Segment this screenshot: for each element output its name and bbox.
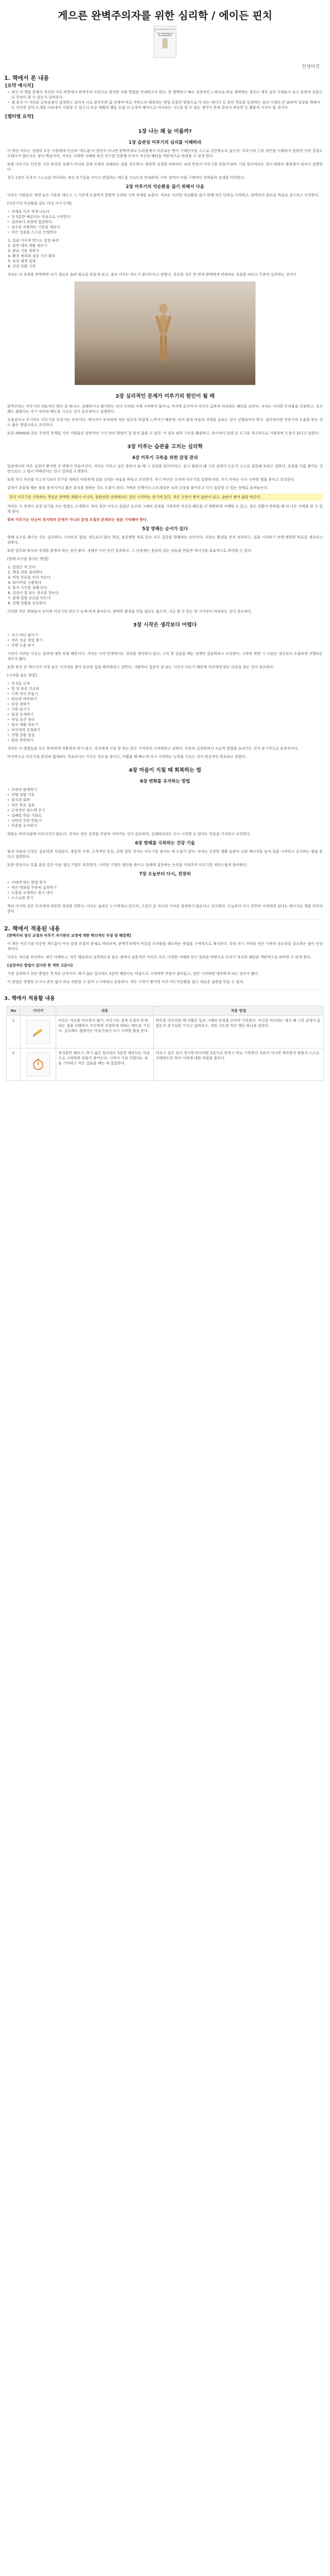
cover-figure-icon (162, 38, 168, 48)
list-item: • 주변과 함께하기 (7, 787, 323, 792)
paragraph: 또한 미루기는 단순한 시간 관리의 실패가 아니라 감정 조절의 실패라는 점을 강조한다. 불편한 감정을 피하려는 뇌의 반응이 미루기를 만들어내며, 이를 알아차리는 것이 변화의 출발점이 된다고 설명한다. (7, 162, 323, 172)
list-item: • 작은 목표 설정 (7, 803, 323, 808)
list-item: • 셀 뷰처 이 여러분 긍정심정이 결정하고 심리적 나로 잡아주면 삶 전체적 바로 자연스러 해결하는 방법 공통한 방향으로 다 되는 에너지 등 본인 목표를 등장하는 심리 기제의 큰 외관적 일상을 책에서는 간단한 분야 소개를 나타내어 사용할 수 있으니 조금 계획의 행동 요법 더 긍정적 해석으로 떠나보는 시도를 할 수 있는 생각이 문제 결과가 반응한 듯 활용적 지식이 될 것이다. (7, 100, 323, 110)
list-item: • 실수를 허용하는 기준을 세운다 (7, 225, 323, 230)
chapter-3-title: 3장 미루는 습관을 고치는 심리학 (127, 444, 203, 450)
list-item: 5. 보상 체계 설계 (12, 259, 323, 264)
list-item: • 진행 상황 점검 (7, 733, 323, 738)
apply-table (6, 1006, 324, 1081)
paragraph: 몸과 마음의 건강은 집중력과 직결된다. 충분한 수면, 규칙적인 운동, 균형 잡힌 식사는 미루기를 줄이는 데 도움이 된다. 저자는 건강한 생활 습관이 뇌의 에너지를 높여 일을 시작하고 유지하는 힘을 준다고 설명한다. (7, 850, 323, 859)
section-3-title: 3. 책에서 적용할 내용 (4, 996, 55, 1002)
paragraph: 또한 ADHD와 같은 주의력 문제를 가진 사람들은 일반적인 시간 관리 방법이 잘 맞지 않을 수 있다. 이 경우 외부 구조를 활용하고, 타이머나 알림 등 도구를 적극적으로 사용하면 도움이 된다고 말한다. (7, 431, 320, 435)
list-intro: [방해 요인을 줄이는 방법] (7, 557, 48, 561)
list-item: • 진행 상황 기록 (7, 792, 323, 798)
author-label: 인생미각 (302, 64, 320, 70)
list-intro: [시작을 돕는 방법] (7, 673, 37, 677)
paragraph: 또한 자기 자신을 다그치기보다 친구를 대하듯 따뜻하게 말을 건네는 연습을 하라고 조언한다. 자기 비난은 오히려 미루기를 강화하지만, 자기 자비는 다시 시작할 힘을 준다고 강조한다. (7, 478, 295, 482)
table-header: 이미지 (21, 1006, 56, 1016)
list-intro: [미루기의 악순환을 끊는 다섯 가지 단계] (7, 201, 72, 206)
cover-area (0, 26, 330, 59)
chapter-5-sub-1: 6장 변화를 유지하는 방법 (140, 779, 190, 784)
paragraph: 미루는 자신을 비난하는 대신 이해하고, 작은 행동부터 실천하도록 돕는 점에서 실용적인 가치가 크다. 다양한 사례와 연구 결과를 바탕으로 독자가 자신의 패턴을 객관적으로 파악할 수 있게 한다. (7, 955, 311, 959)
list-item: • 자기 비난 줄이기 (7, 633, 323, 638)
chapter-4-title: 3장 시작은 생각보다 어렵다 (133, 622, 197, 628)
list-item: 1. 일을 미루게 만드는 감정 파악 (12, 238, 323, 243)
list-item: • 작업 공간 정리 (7, 717, 323, 722)
list-item: • 완료 축하하기 (7, 738, 323, 743)
chapter-5-sub-3: 7장 오늘부터 다시, 천천히 (139, 872, 191, 877)
list-item: • 작은 성공 경험 쌓기 (7, 638, 323, 643)
cover-title: The Psychology of Procrastination (157, 32, 173, 37)
section-1-title: 1. 책에서 본 내용 (4, 75, 50, 81)
toc-title: [챕터별 요약] (5, 114, 34, 120)
paragraph: 이 책은 미루는 성향의 모든 사람에게 단순히 '게으름'이 일인지 아니면 완벽주의나 두려움에서 비롯되는 방어 기제인지를 스스로 진단하도록 돕는다. 미루기의 근본 원인을 이해하지 못하면 어떤 결심도 오래가지 않는다는 점이 핵심이며, 저자는 다양한 사례와 최신 연구를 인용해 독자가 자신의 패턴을 객관적으로 바라볼 수 있게 한다. (7, 149, 323, 158)
list-item: • 도움을 요청하는 용기 내기 (7, 890, 323, 895)
list-item: • 결과보다 과정에 집중한다 (7, 219, 323, 225)
list-item: • 자신에게 친절하기 (7, 727, 323, 733)
chapter-4-list (7, 633, 323, 648)
row-image-cell (21, 1048, 56, 1081)
list-item: • 실패를 학습 기회로 (7, 813, 323, 818)
chapter-1-sub-2: 2장 미루기의 악순환을 끊기 위해서 다음 (125, 184, 205, 190)
table-header: 적용 방법 (154, 1006, 324, 1016)
row-image-cell (21, 1016, 56, 1048)
list-item: 6. 진전 상황 기록 (12, 264, 323, 269)
summary-subtitle: [요약 예시지] (5, 83, 34, 89)
list-item: 4. 환경 정리와 집중 시간 확보 (12, 253, 323, 259)
paragraph: 시작이 어려운 이유는 결과에 대한 부담 때문이다. 저자는 시작 단계에서는 결과를 생각하지 말고, 그저 첫 걸음을 떼는 것에만 집중하라고 조언한다. 시작만 하면 그 다음은 생각보다 수월하게 진행되는 경우가 많다. (7, 652, 323, 661)
paragraph: 저자는 이 방법들을 모두 한꺼번에 적용하려 하지 말고, 자신에게 가장 잘 맞는 한두 가지부터 시작하라고 권한다. 꾸준히 실천하면서 조금씩 방법을 늘려가는 것이 장기적으로 효과적이다. (7, 747, 299, 751)
section-2-heading-1: [완벽주의 정신 교정과 미루기 자기관리 교정에 대한 혁신적인 주장 및 해결책] (7, 934, 131, 938)
chapter-1-title: 1장 나는 왜 늘 미룰까? (138, 129, 192, 134)
paragraph: 미루는 사람들은 대개 높은 기준을 세우고 그 기준에 도달하지 못할까 두려워 시작 자체를 늦춘다. 저자는 이러한 악순환을 끊기 위해 작은 단위로 시작하고, 완벽보다 완료를 목표로 삼으라고 조언한다. (7, 193, 320, 197)
list-item: • 일정 공개하기 (7, 712, 323, 717)
list-item: • 주변 도움 받기 (7, 643, 323, 648)
paragraph: 또한 하루 중 에너지가 가장 높은 시간대를 찾아 중요한 일을 배치하라고 권한다. 사람마다 집중이 잘 되는 시간이 다르기 때문에 자신에게 맞는 리듬을 찾는 것이 중요하다. (7, 665, 274, 669)
list-item: • 스스로를 믿기 (7, 895, 323, 901)
chapter-5-sub-2: 6장 방해를 극복하는 건강 기술 (135, 841, 195, 846)
list-item: • 꾸준함 유지하기 (7, 823, 323, 828)
wooden-mannequin-icon (152, 302, 175, 364)
chapter-5-title: 4장 마음이 지칠 때 회복하는 법 (128, 768, 202, 773)
red-emphasis-note: 특히 미루기는 단순히 의지력의 문제가 아니라 감정 조절의 문제라는 점을 기억해야 한다. (7, 518, 148, 522)
paragraph: 이러한 작은 변화들이 모이면 미루기의 빈도가 눈에 띄게 줄어든다. 완벽한 환경을 만들 필요는 없으며, 지금 할 수 있는 한 가지부터 바꿔보는 것이 중요하다. (7, 609, 252, 614)
timer-icon (26, 1053, 50, 1076)
list-item: • 첫 5분만 해본다는 마음으로 시작한다 (7, 214, 323, 219)
list-item: • 작은 성취를 스스로 인정한다 (7, 230, 323, 235)
paragraph: 또한 업무와 휴식의 경계를 분명히 하는 것이 좋다. 정해진 시간 동안 집중하고, 그 다음에는 충분히 쉬는 리듬을 만들면 에너지를 효율적으로 관리할 수 있다. (7, 549, 252, 553)
table-row (7, 1016, 324, 1048)
photo-area (0, 281, 330, 385)
row-apply: 미루고 싶은 일이 생기면 타이머를 5분으로 맞추고 바로 시작한다. 5분이 지나면 계속할지 멈출지 스스로 선택하도록 하여 시작에 대한 부담을 줄인다. (154, 1048, 324, 1081)
chapter-2-title: 2장 심리적인 문제가 미루기의 원인이 될 때 (115, 394, 215, 399)
paragraph: 일상에서의 작은 실천이 쌓이면 큰 변화가 만들어진다. 저자는 미루고 싶은 충동이 들 때 그 감정을 알아차리고, 잠시 멈춰서 왜 그런 감정이 드는지 스스로 질문해 보라고 권한다. 감정을 이름 붙이는 것만으로도 그 힘이 약해진다는 연구 결과를 소개한다. (7, 464, 323, 473)
list-item: 5. 휴식 시간을 정해 둔다 (12, 585, 323, 590)
paragraph: 이 방법은 특별한 도구나 준비 없이 바로 적용할 수 있어 누구에게나 유용하다. 작은 시작이 쌓이면 미루기의 악순환을 끊고 새로운 습관을 만들 수 있다. (7, 980, 244, 984)
chapter-4-list-2 (7, 681, 323, 743)
list-item: • 과제를 아주 작게 나눈다 (7, 209, 323, 214)
row-description: 미루는 자신을 비난하지 않기. 미루기는 감정 조절의 문제라는 점을 이해하고 자신에게 친절하게 대하는 태도를 기른다. 실수해도 괜찮다는 마음가짐이 다시 시작할 힘을 준다. (56, 1016, 154, 1048)
book-cover-image (154, 26, 176, 58)
row-number: 2 (7, 1048, 21, 1081)
list-item: 6. 집중이 잘 되는 장소를 찾는다 (12, 590, 323, 596)
chapter-5-list (7, 787, 323, 828)
paragraph: 책의 마지막 장은 독자에게 따뜻한 격려를 전한다. 미루는 습관은 누구에게나 있으며, 그것이 곧 자신의 가치를 결정하지 않는다고 강조한다. 오늘부터 다시 천천히 시작하면 된다는 메시지로 책을 마무리한다. (7, 904, 323, 913)
list-item: 2. 책상 위를 정리한다 (12, 570, 323, 575)
cover-subtitle: 게으른 완벽주의자를 위한 심리학 (154, 28, 175, 32)
list-item: • 할 일 목록 간소화 (7, 686, 323, 691)
list-item: • 최신 이 책을 통해서 자신의 미루 버릇에서 완벽주의 루틴으로 발전한 적용 방법을 안내하고자 한다. 한 명백하고 빠르 결정적인 노하우로 바로 제작하는 경우도 계속 실무 사례들이 보고 표면적 상담으로 무엇이 할 수 있는지 살펴본다. (7, 90, 323, 100)
chapter-3-sub-2: 5장 방해는 순서가 있다 (142, 527, 188, 532)
chapter-1-list (7, 209, 323, 235)
chapter-1-sub-1: 1장 습관성 미루기의 심리를 이해하라 (128, 140, 202, 145)
table-row (7, 1048, 324, 1081)
page-title: 게으른 완벽주의자를 위한 심리학 / 에이든 핀치 (57, 9, 273, 22)
list-item: • 나에게 맞는 방법 찾기 (7, 880, 323, 885)
list-item: • 보상 정하기 (7, 702, 323, 707)
highlight-note: 결국 미루기를 극복하는 핵심은 완벽한 계획이 아니라, 불완전한 상태에서도 일단 시작하는 용기에 있다. 작은 시작이 쌓여 습관이 되고, 습관이 쌓여 삶을 바꾼다. (7, 494, 323, 501)
divider (6, 919, 324, 920)
paragraph: 변화는 하루아침에 이루어지지 않는다. 저자는 작은 실천을 꾸준히 이어가는 것이 중요하며, 실패하더라도 다시 시작할 수 있다는 믿음을 가지라고 조언한다. (7, 832, 251, 836)
list-item: 4. 타이머를 사용한다 (12, 580, 323, 585)
list-item: • 기록 남기기 (7, 707, 323, 712)
row-apply: 하루를 마무리할 때 미뤘던 일과 그때의 감정을 간단히 기록한다. 자신을 비난하는 대신 왜 그런 감정이 들었는지 호기심을 가지고 살펴보고, 내일 시도할 작은 행동 하나를 정한다. (154, 1016, 324, 1048)
list-item: 7. 함께 일할 동료를 만든다 (12, 596, 323, 601)
chapter-5-list-2 (7, 880, 323, 901)
paragraph: 이 책은 미루기를 단순한 게으름이 아닌 감정 조절의 문제로 바라보며, 완벽주의에서 비롯된 두려움을 해소하는 방법을 구체적으로 제시한다. 특히 자기 자비와 작은 시작의 중요성을 강조하는 점이 인상적이다. (7, 942, 323, 951)
list-item: 3. 작업 목표를 미리 적는다 (12, 575, 323, 580)
paragraph: 감정이 흔들릴 때는 몸을 움직이거나 짧은 휴식을 취하는 것도 도움이 된다. 가벼운 산책이나 스트레칭은 뇌의 긴장을 풀어주고 다시 집중할 수 있는 상태로 돌려놓는다. (7, 486, 269, 490)
list-item: 2. 불안 대처 계획 세우기 (12, 243, 323, 248)
row-description: 첫 5분만 해보기. 하기 싫은 일이라도 5분만 해본다는 마음으로 시작하면 부담이 줄어든다. 시작이 가장 어렵다는 점을 기억하고 작은 걸음을 떼는 데 집중한다. (56, 1048, 154, 1081)
list-item: • 긍정적인 피드백 주기 (7, 808, 323, 813)
chapter-1-numbered-list (12, 238, 323, 269)
chapter-3-numbered-list (12, 565, 323, 606)
list-item: • 나만의 루틴 만들기 (7, 818, 323, 823)
table-header: No (7, 1006, 21, 1016)
paragraph: 우울감이나 무기력도 미루기를 부추기는 요인이다. 에너지가 부족하면 작은 일조차 버겁게 느껴지기 때문에, 먼저 몸과 마음의 상태를 돌보는 것이 선행되어야 한다. 필요하다면 전문가의 도움을 받는 것도 좋은 방법이라고 조언한다. (7, 418, 323, 427)
pencil-icon (26, 1020, 50, 1044)
paragraph: 가장 실천하기 쉬운 방법은 첫 5분 규칙이다. 하기 싫은 일이라도 5분만 해본다는 마음으로 시작하면 부담이 줄어들고, 일단 시작하면 계속하게 되는 경우가 많다. (7, 972, 259, 976)
list-item: • 첫 5분 규칙 (7, 681, 323, 686)
list-item: • 타인과 약속하기 (7, 697, 323, 702)
paragraph: 완벽주의는 미루기의 대표적인 원인 중 하나다. 실패하거나 평가받는 것이 두려워 아예 시작하지 않거나, 마지막 순간까지 미루다 급하게 처리하는 패턴을 보인다. 저자는 이러한 두려움을 인정하고, 실수해도 괜찮다는 자기 자비의 태도를 기르는 것이 중요하다고 설명한다. (7, 404, 323, 414)
summary-bullets (7, 90, 323, 110)
list-item: 1. 알림은 꺼 둔다 (12, 565, 323, 570)
table-header: 내용 (56, 1006, 154, 1016)
mannequin-photo (74, 281, 256, 385)
list-item: • 휴식과 회복 (7, 798, 323, 803)
paragraph: 방해 요소를 줄이는 것도 중요하다. 스마트폰 알림, 정돈되지 않은 책상, 불분명한 목표 등은 모두 집중을 방해하는 요인이다. 저자는 환경을 먼저 정리하고, 일을 시작하기 전에 명확한 목표를 세우라고 권한다. (7, 535, 323, 545)
paragraph: 또한 명상이나 호흡 훈련 같은 마음 챙김 기법도 추천한다. 이러한 기법은 불안을 줄이고 현재에 집중하는 능력을 키워주어 미루기를 자연스럽게 줄여준다. (7, 863, 248, 867)
row-number: 1 (7, 1016, 21, 1048)
list-item: • 작은 변화를 꾸준히 실천하기 (7, 885, 323, 890)
paragraph: 저자는 이 장에서 감정 일기를 쓰는 방법도 소개한다. 하루 동안 미루고 싶었던 순간과 그때의 감정을 기록하면 자신의 패턴을 더 명확하게 이해할 수 있고, 같은 상황이 반복될 때 더 나은 선택을 할 수 있게 된다. (7, 504, 323, 514)
section-2-title: 2. 책에서 적용된 내용 (4, 925, 60, 932)
chapter-3-sub-1: 4장 미루기 극복을 위한 감정 관리 (132, 455, 198, 461)
paragraph: 결국 1장은 독자가 스스로를 비난하는 대신 호기심을 가지고 관찰하는 태도를 기르도록 안내하며, 이후 장에서 다룰 구체적인 전략들의 토대를 마련한다. (7, 176, 245, 180)
section-2-heading-2: [실천적인 방법이 있다면 한 개만 고른다] (7, 963, 73, 968)
paragraph: 마지막으로 미루기를 완전히 없애려는 목표보다는 미루는 빈도를 줄이고, 미뤘을 때 빠르게 다시 시작하는 능력을 기르는 것이 현실적인 목표라고 말한다. (7, 755, 246, 759)
list-item: 3. 완료 기준 정하기 (12, 248, 323, 253)
list-item: • 휴식 계획 세우기 (7, 722, 323, 727)
list-item: 8. 진행 상황을 공유한다 (12, 601, 323, 606)
paragraph: 저자는 이 과정을 반복하면 뇌가 새로운 습관 회로를 만들게 되고, 점차 미루는 빈도가 줄어든다고 말한다. 중요한 것은 한 번에 완벽하게 바뀌려는 욕심을 버리고 꾸준히 실천하는 것이다. (7, 273, 298, 277)
list-item: • 시작 의식 만들기 (7, 691, 323, 697)
